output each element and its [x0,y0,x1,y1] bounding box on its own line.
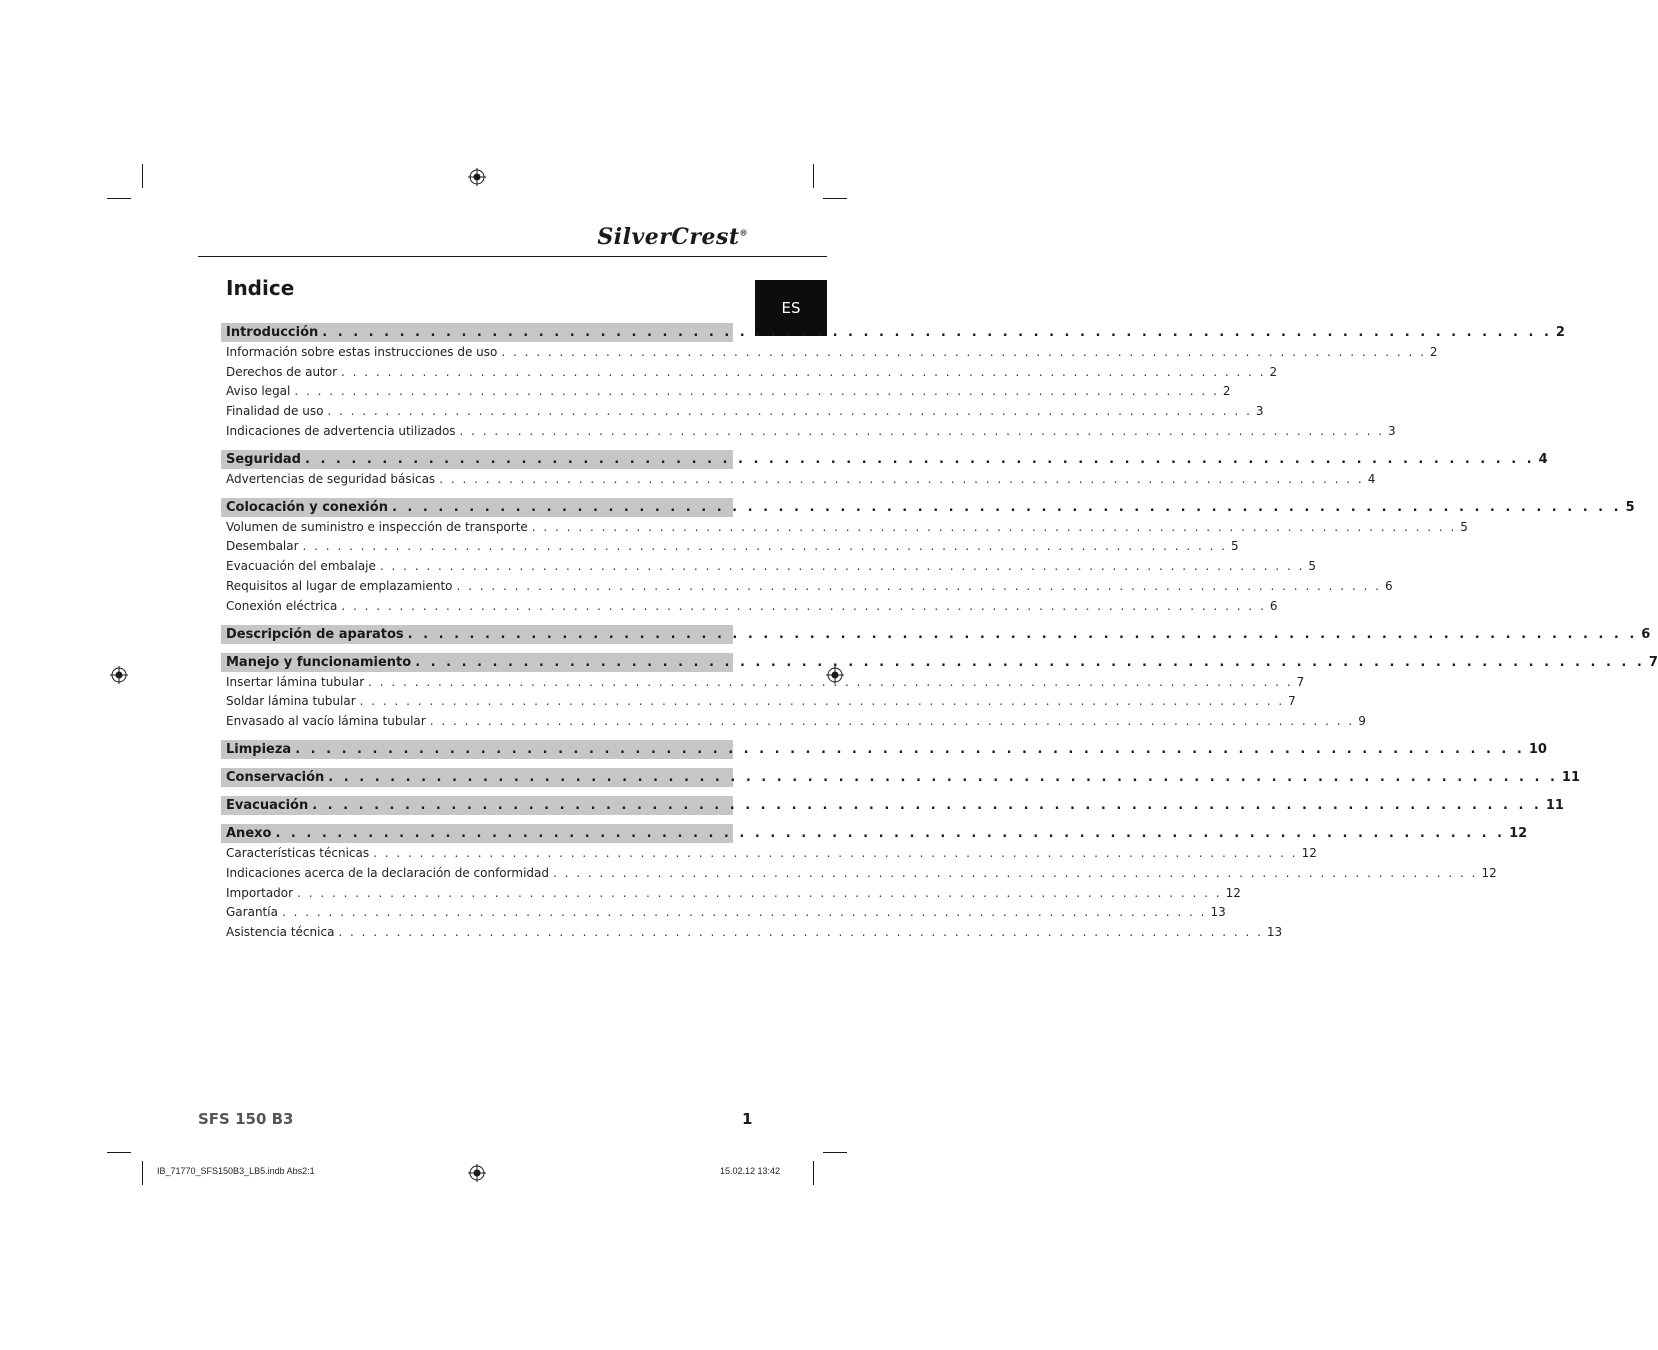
toc-entry[interactable] [221,903,1226,923]
toc-entry-title: Envasado al vacío lámina tubular [226,714,426,729]
toc-entry-page: 12 [1301,846,1317,861]
toc-section-title: Descripción de aparatos [226,626,404,642]
toc-section-page: 11 [1545,798,1564,814]
toc-section-heading[interactable] [221,768,1581,787]
toc-section-title: Evacuación [226,798,309,814]
toc-entry-title: Desembalar [226,539,299,554]
toc-section-heading[interactable] [221,653,1658,672]
toc-entry-page: 6 [1385,579,1393,594]
toc-leader-dots: . . . . . . . . . . . . . . . . . . . . . . . . . . . . . . . . . . . . . . . . . . . . . . . . . . . . . . . . . . . . . . . . . . . . . . . . . . . . . . . . [341,364,1266,379]
toc-leader-dots: . . . . . . . . . . . . . . . . . . . . . . . . . . . . . . . . . . . . . . . . . . . . . . . . . . . . . . . . . . . . . . . . . . . . . . . . . . . . . . . . [501,344,1426,359]
toc-entry-page: 9 [1358,714,1366,729]
toc-leader-dots: . . . . . . . . . . . . . . . . . . . . . . . . . . . . . . . . . . . . . . . . . . . . . . . . . . . . . . . . . . . . . . . . . . . . . . . . . . . . . . . . [338,925,1263,940]
toc-entry[interactable] [221,922,1283,942]
toc-leader-dots: . . . . . . . . . . . . . . . . . . . . . . . . . . . . . . . . . . . . . . . . . . . . . . . . . . . . . . . . . . . . . . . . . . . . . . . . . . . . . . . . [531,519,1457,534]
crop-mark [813,1161,814,1185]
toc-section-title: Manejo y funcionamiento [226,654,412,670]
toc-leader-dots: . . . . . . . . . . . . . . . . . . . . . . . . . . . . . . . . . . . . . . . . . . . . . . . . . . . . . . . . . . . . . . . . . . . . . . . . . . . . . . . . [328,770,1558,786]
toc-entry[interactable] [221,342,1438,362]
toc-entry-title: Insertar lámina tubular [226,674,365,689]
language-tab: ES [755,280,827,336]
print-slug-file: IB_71770_SFS150B3_LB5.indb Abs2:1 [157,1166,315,1176]
brand-logo [560,224,748,250]
toc-section [221,796,1564,815]
toc-section-page: 4 [1538,451,1548,467]
toc-leader-dots: . . . . . . . . . . . . . . . . . . . . . . . . . . . . . . . . . . . . . . . . . . . . . . . . . . . . . . . . . . . . . . . . . . . . . . . . . . . . . . . . [305,451,1535,467]
toc-entry[interactable] [221,517,1468,537]
crop-mark [107,1152,131,1153]
toc-entry-title: Información sobre estas instrucciones de uso [226,344,498,359]
toc-leader-dots: . . . . . . . . . . . . . . . . . . . . . . . . . . . . . . . . . . . . . . . . . . . . . . . . . . . . . . . . . . . . . . . . . . . . . . . . . . . . . . . . [322,325,1552,340]
registration-mark-icon [468,1164,486,1182]
toc-entry-page: 2 [1269,364,1278,379]
toc-leader-dots: . . . . . . . . . . . . . . . . . . . . . . . . . . . . . . . . . . . . . . . . . . . . . . . . . . . . . . . . . . . . . . . . . . . . . . . . . . . . . . . . [373,846,1298,861]
toc-leader-dots: . . . . . . . . . . . . . . . . . . . . . . . . . . . . . . . . . . . . . . . . . . . . . . . . . . . . . . . . . . . . . . . . . . . . . . . . . . . . . . . . [295,742,1525,758]
toc-section-page: 6 [1641,626,1651,642]
registration-mark-icon [110,666,128,684]
toc-section-title: Anexo [226,826,272,842]
toc-entry-title: Importador [226,885,294,900]
toc-entry-page: 6 [1269,598,1278,613]
toc-section-heading[interactable] [221,323,1565,342]
toc-section [221,625,1651,644]
page-number: 1 [742,1110,753,1128]
toc-section-title: Colocación y conexión [226,499,388,515]
toc-entry-page: 12 [1481,865,1497,880]
toc-entry-page: 3 [1388,424,1396,439]
toc-entry-page: 7 [1288,694,1296,709]
toc-entry-title: Evacuación del embalaje [226,559,376,574]
print-slug-date: 15.02.12 13:42 [720,1166,781,1176]
toc-section [221,824,1528,942]
toc-entry[interactable] [221,711,1366,731]
toc-section-heading[interactable] [221,740,1547,759]
toc-entry-title: Aviso legal [226,384,291,399]
toc-entry[interactable] [221,596,1278,616]
toc-leader-dots: . . . . . . . . . . . . . . . . . . . . . . . . . . . . . . . . . . . . . . . . . . . . . . . . . . . . . . . . . . . . . . . . . . . . . . . . . . . . . . . . [429,714,1355,729]
toc-leader-dots: . . . . . . . . . . . . . . . . . . . . . . . . . . . . . . . . . . . . . . . . . . . . . . . . . . . . . . . . . . . . . . . . . . . . . . . . . . . . . . . . [302,539,1228,554]
toc-entry-title: Características técnicas [226,846,370,861]
toc-entry-page: 3 [1255,404,1264,419]
toc-section-title: Conservación [226,770,325,786]
toc-entry[interactable] [221,401,1264,421]
toc-leader-dots: . . . . . . . . . . . . . . . . . . . . . . . . . . . . . . . . . . . . . . . . . . . . . . . . . . . . . . . . . . . . . . . . . . . . . . . . . . . . . . . . [439,471,1364,486]
table-of-contents [221,323,1658,951]
toc-entry[interactable] [221,556,1317,576]
toc-entry-page: 5 [1308,559,1317,574]
toc-entry[interactable] [221,382,1231,402]
crop-mark [142,164,143,188]
model-number: SFS 150 B3 [198,1110,294,1128]
toc-leader-dots: . . . . . . . . . . . . . . . . . . . . . . . . . . . . . . . . . . . . . . . . . . . . . . . . . . . . . . . . . . . . . . . . . . . . . . . . . . . . . . . . [553,865,1478,880]
brand-name: SilverCrest [597,224,740,250]
toc-leader-dots: . . . . . . . . . . . . . . . . . . . . . . . . . . . . . . . . . . . . . . . . . . . . . . . . . . . . . . . . . . . . . . . . . . . . . . . . . . . . . . . . [407,626,1638,642]
brand-registered-mark: ® [739,227,748,238]
toc-entry[interactable] [221,469,1376,489]
toc-section-heading[interactable] [221,498,1635,517]
registration-mark-icon [468,168,486,186]
toc-leader-dots: . . . . . . . . . . . . . . . . . . . . . . . . . . . . . . . . . . . . . . . . . . . . . . . . . . . . . . . . . . . . . . . . . . . . . . . . . . . . . . . . [379,559,1305,574]
toc-section [221,653,1658,731]
toc-section-title: Limpieza [226,742,292,758]
toc-entry-title: Requisitos al lugar de emplazamiento [226,579,453,594]
toc-entry-page: 13 [1266,925,1283,940]
toc-section-title: Seguridad [226,451,301,467]
crop-mark [823,198,847,199]
toc-leader-dots: . . . . . . . . . . . . . . . . . . . . . . . . . . . . . . . . . . . . . . . . . . . . . . . . . . . . . . . . . . . . . . . . . . . . . . . . . . . . . . . . [359,694,1285,709]
toc-section-page: 11 [1561,770,1581,786]
toc-entry-title: Indicaciones acerca de la declaración de conformidad [226,865,549,880]
toc-section-heading[interactable] [221,625,1651,644]
page-title: Indice [226,276,295,300]
toc-leader-dots: . . . . . . . . . . . . . . . . . . . . . . . . . . . . . . . . . . . . . . . . . . . . . . . . . . . . . . . . . . . . . . . . . . . . . . . . . . . . . . . . [297,885,1222,900]
crop-mark [107,198,131,199]
toc-entry-page: 2 [1222,384,1231,399]
toc-entry-title: Indicaciones de advertencia utilizados [226,424,456,439]
toc-leader-dots: . . . . . . . . . . . . . . . . . . . . . . . . . . . . . . . . . . . . . . . . . . . . . . . . . . . . . . . . . . . . . . . . . . . . . . . . . . . . . . . . [275,826,1506,842]
toc-entry[interactable] [221,537,1239,557]
toc-entry[interactable] [221,863,1497,883]
toc-leader-dots: . . . . . . . . . . . . . . . . . . . . . . . . . . . . . . . . . . . . . . . . . . . . . . . . . . . . . . . . . . . . . . . . . . . . . . . . . . . . . . . . [327,404,1252,419]
toc-entry-title: Asistencia técnica [226,925,335,940]
toc-entry[interactable] [221,672,1305,692]
crop-mark [142,1161,143,1185]
toc-leader-dots: . . . . . . . . . . . . . . . . . . . . . . . . . . . . . . . . . . . . . . . . . . . . . . . . . . . . . . . . . . . . . . . . . . . . . . . . . . . . . . . . [312,798,1542,814]
toc-section [221,323,1565,441]
toc-entry-page: 2 [1429,344,1438,359]
toc-section-page: 7 [1648,654,1658,670]
toc-entry[interactable] [221,692,1296,712]
toc-leader-dots: . . . . . . . . . . . . . . . . . . . . . . . . . . . . . . . . . . . . . . . . . . . . . . . . . . . . . . . . . . . . . . . . . . . . . . . . . . . . . . . . [294,384,1219,399]
header-rule [198,256,827,257]
toc-section-page: 10 [1528,742,1547,758]
toc-entry-title: Conexión eléctrica [226,598,338,613]
toc-section [221,498,1635,616]
toc-leader-dots: . . . . . . . . . . . . . . . . . . . . . . . . . . . . . . . . . . . . . . . . . . . . . . . . . . . . . . . . . . . . . . . . . . . . . . . . . . . . . . . . [459,424,1385,439]
toc-entry-page: 7 [1296,674,1305,689]
toc-entry-page: 5 [1460,519,1468,534]
toc-section-heading[interactable] [221,450,1548,469]
toc-entry-page: 13 [1210,905,1226,920]
toc-entry[interactable] [221,576,1393,596]
toc-entry[interactable] [221,883,1241,903]
crop-mark [813,164,814,188]
toc-leader-dots: . . . . . . . . . . . . . . . . . . . . . . . . . . . . . . . . . . . . . . . . . . . . . . . . . . . . . . . . . . . . . . . . . . . . . . . . . . . . . . . . [456,579,1381,594]
toc-entry-page: 4 [1367,471,1376,486]
toc-entry-title: Volumen de suministro e inspección de transporte [226,519,528,534]
crop-mark [823,1152,847,1153]
toc-entry-title: Garantía [226,905,278,920]
toc-section-title: Introducción [226,325,319,340]
toc-section [221,768,1581,787]
toc-section-heading[interactable] [221,796,1564,815]
toc-entry-title: Advertencias de seguridad básicas [226,471,436,486]
toc-entry[interactable] [221,362,1278,382]
toc-entry[interactable] [221,421,1396,441]
toc-leader-dots: . . . . . . . . . . . . . . . . . . . . . . . . . . . . . . . . . . . . . . . . . . . . . . . . . . . . . . . . . . . . . . . . . . . . . . . . . . . . . . . . [415,654,1645,670]
toc-entry-title: Derechos de autor [226,364,338,379]
toc-section-heading[interactable] [221,824,1528,843]
toc-section-page: 2 [1555,325,1565,340]
toc-leader-dots: . . . . . . . . . . . . . . . . . . . . . . . . . . . . . . . . . . . . . . . . . . . . . . . . . . . . . . . . . . . . . . . . . . . . . . . . . . . . . . . . [368,674,1293,689]
toc-entry-title: Soldar lámina tubular [226,694,356,709]
toc-section-page: 5 [1625,499,1635,515]
toc-entry-title: Finalidad de uso [226,404,324,419]
toc-leader-dots: . . . . . . . . . . . . . . . . . . . . . . . . . . . . . . . . . . . . . . . . . . . . . . . . . . . . . . . . . . . . . . . . . . . . . . . . . . . . . . . . [391,499,1622,515]
toc-entry[interactable] [221,843,1317,863]
toc-entry-page: 5 [1231,539,1239,554]
toc-section [221,740,1547,759]
toc-section-page: 12 [1509,826,1528,842]
toc-section [221,450,1548,489]
toc-leader-dots: . . . . . . . . . . . . . . . . . . . . . . . . . . . . . . . . . . . . . . . . . . . . . . . . . . . . . . . . . . . . . . . . . . . . . . . . . . . . . . . . [341,598,1266,613]
toc-entry-page: 12 [1225,885,1241,900]
toc-leader-dots: . . . . . . . . . . . . . . . . . . . . . . . . . . . . . . . . . . . . . . . . . . . . . . . . . . . . . . . . . . . . . . . . . . . . . . . . . . . . . . . . [281,905,1207,920]
